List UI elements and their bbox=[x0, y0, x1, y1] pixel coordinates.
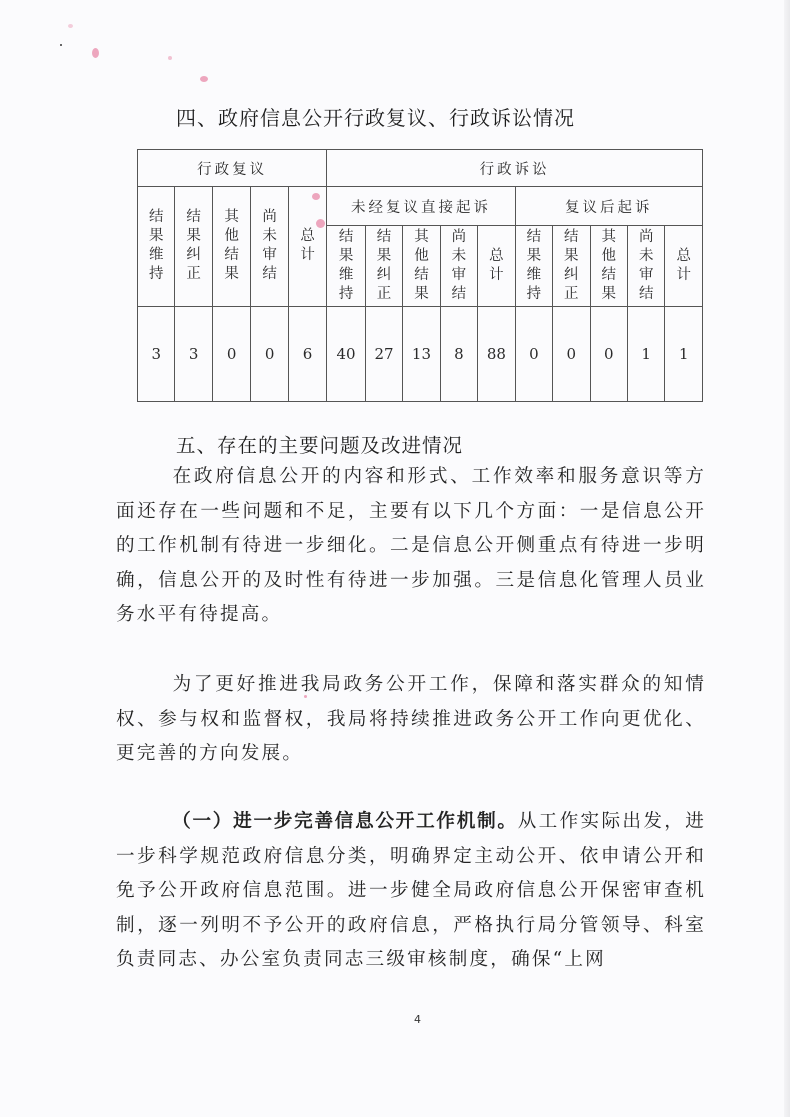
col-direct-other: 其 他 结 果 bbox=[403, 226, 440, 306]
cell-review-maintained: 3 bbox=[138, 306, 175, 401]
stamp-speck bbox=[168, 56, 172, 60]
cell-direct-other: 13 bbox=[403, 306, 440, 401]
paragraph-improvement-1 bbox=[116, 805, 706, 978]
paragraph-problems-text: 在政府信息公开的内容和形式、工作效率和服务意识等方面还存在一些问题和不足，主要有以下几个方面：一是信息公开的工作机制有待进一步细化。二是信息公开侧重点有待进一步明确，信息公开的及时性有待进一步加强。三是信息化管理人员业务水平有待提高。 bbox=[116, 466, 706, 625]
header-suit-after-review: 复议后起诉 bbox=[515, 187, 702, 226]
paragraph-problems bbox=[116, 460, 706, 633]
table-row-values bbox=[138, 306, 703, 401]
col-direct-maintained: 结 果 维 持 bbox=[327, 226, 365, 306]
stamp-speck bbox=[92, 48, 99, 58]
col-review-other: 其 他 结 果 bbox=[212, 187, 250, 306]
cell-after-total: 1 bbox=[665, 306, 703, 401]
header-admin-review: 行政复议 bbox=[138, 150, 327, 187]
cell-direct-total: 88 bbox=[478, 306, 515, 401]
cell-review-pending: 0 bbox=[251, 306, 288, 401]
cell-review-total: 6 bbox=[288, 306, 327, 401]
stamp-speck bbox=[200, 76, 208, 82]
col-after-corrected: 结 果 纠 正 bbox=[553, 226, 590, 306]
cell-direct-corrected: 27 bbox=[365, 306, 402, 401]
paragraph-improvement-intro bbox=[116, 668, 706, 772]
col-direct-total: 总 计 bbox=[478, 226, 515, 306]
review-litigation-table bbox=[137, 149, 703, 402]
col-after-other: 其 他 结 果 bbox=[590, 226, 627, 306]
col-direct-pending: 尚 未 审 结 bbox=[440, 226, 477, 306]
section-5-title: 五、存在的主要问题及改进情况 bbox=[176, 434, 464, 457]
col-review-corrected: 结 果 纠 正 bbox=[175, 187, 212, 306]
section-4-title: 四、政府信息公开行政复议、行政诉讼情况 bbox=[176, 106, 575, 130]
stamp-speck bbox=[68, 24, 73, 28]
header-direct-suit: 未经复议直接起诉 bbox=[327, 187, 515, 226]
cell-review-other: 0 bbox=[212, 306, 250, 401]
col-after-maintained: 结 果 维 持 bbox=[515, 226, 552, 306]
paragraph-improvement-intro-text: 为了更好推进我局政务公开工作，保障和落实群众的知情权、参与权和监督权，我局将持续推进政务公开工作向更优化、更完善的方向发展。 bbox=[116, 674, 706, 764]
paragraph-improvement-1-body: 从工作实际出发，进一步科学规范政府信息分类，明确界定主动公开、依申请公开和免予公开政府信息范围。进一步健全局政府信息公开保密审查机制，逐一列明不予公开的政府信息，严格执行局分管领导、科室负责同志、办公室负责同志三级审核制度，确保“上网 bbox=[116, 811, 706, 970]
cell-after-pending: 1 bbox=[627, 306, 664, 401]
col-review-pending: 尚 未 审 结 bbox=[251, 187, 288, 306]
cell-direct-maintained: 40 bbox=[327, 306, 365, 401]
page-number: 4 bbox=[414, 1013, 421, 1026]
cell-review-corrected: 3 bbox=[175, 306, 212, 401]
cell-after-corrected: 0 bbox=[553, 306, 590, 401]
stamp-speck bbox=[60, 44, 62, 46]
col-after-total: 总 计 bbox=[665, 226, 703, 306]
col-direct-corrected: 结 果 纠 正 bbox=[365, 226, 402, 306]
header-admin-litigation: 行政诉讼 bbox=[327, 150, 703, 187]
paragraph-improvement-1-lead: （一）进一步完善信息公开工作机制。 bbox=[172, 811, 518, 832]
cell-after-maintained: 0 bbox=[515, 306, 552, 401]
cell-after-other: 0 bbox=[590, 306, 627, 401]
col-review-maintained: 结 果 维 持 bbox=[138, 187, 175, 306]
page-edge bbox=[784, 0, 790, 1117]
cell-direct-pending: 8 bbox=[440, 306, 477, 401]
col-after-pending: 尚 未 审 结 bbox=[627, 226, 664, 306]
col-review-total: 总 计 bbox=[288, 187, 327, 306]
